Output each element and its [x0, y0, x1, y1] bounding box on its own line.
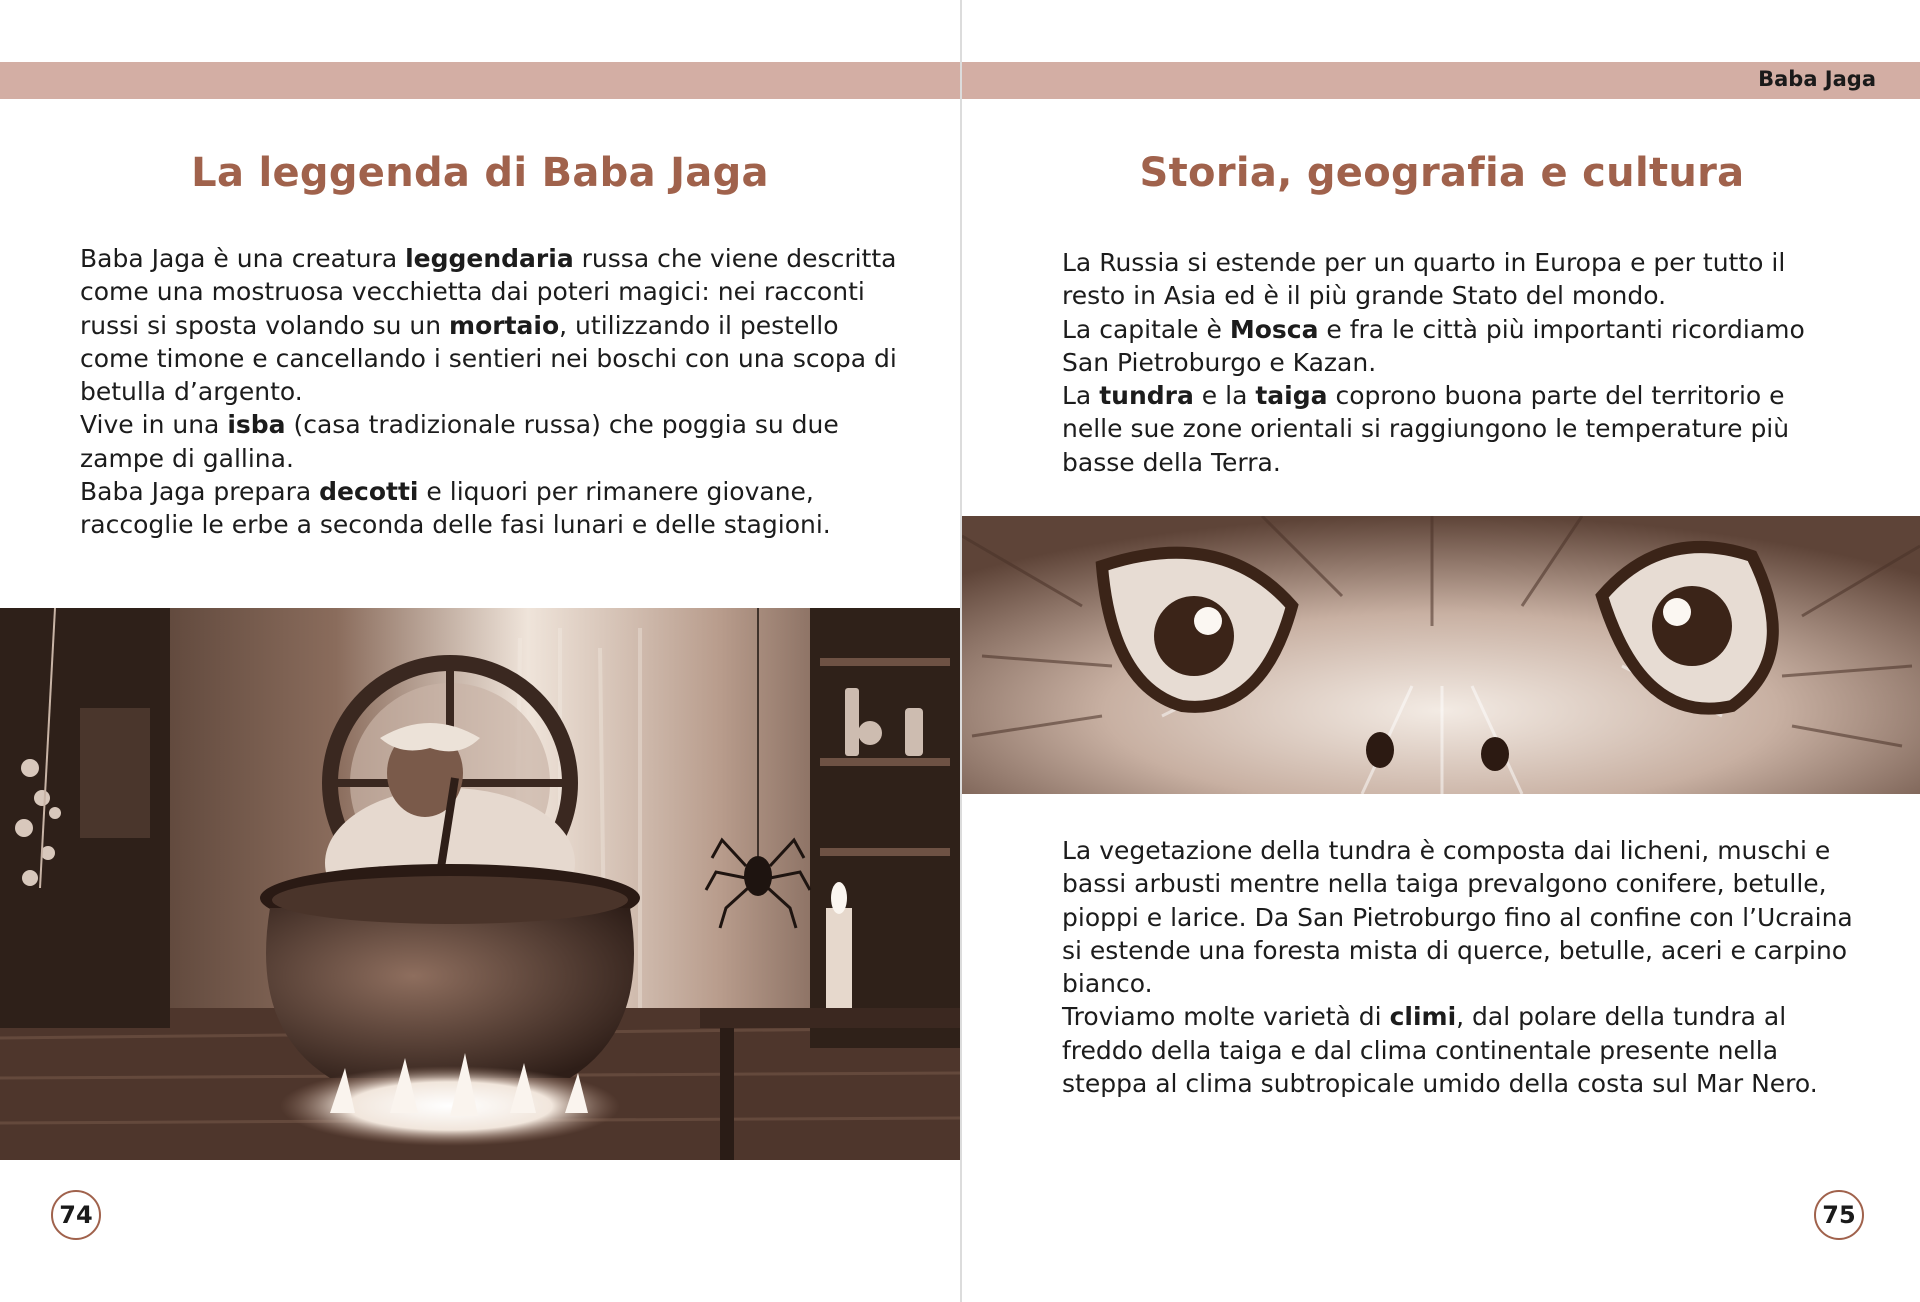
- text-run: e liquori per rimanere giovane, raccoglie le erbe a seconda delle fasi lunari e delle stagioni.: [80, 477, 831, 540]
- bold-term: leggendaria: [405, 244, 574, 273]
- text-run: La capitale è: [1062, 314, 1230, 344]
- text-run: La: [1062, 381, 1100, 411]
- bold-term: mortaio: [449, 310, 560, 340]
- text-run: Vive in una: [80, 410, 228, 440]
- right-page: [962, 0, 1920, 1302]
- header-band: [962, 62, 1920, 99]
- text-run: (casa tradizionale russa) che poggia su due zampe di gallina.: [80, 410, 839, 473]
- paragraph: [1062, 246, 1852, 313]
- text-run: , dal polare della tundra al freddo della taiga e dal clima continentale presente nella steppa al clima subtropicale umido della costa sul Mar Nero.: [1062, 1002, 1818, 1099]
- paragraph: [1062, 313, 1852, 380]
- body-text: [80, 242, 900, 542]
- bold-term: decotti: [319, 477, 419, 507]
- body-text-top: [1062, 246, 1852, 479]
- bold-term: tundra: [1099, 381, 1194, 411]
- text-run: , utilizzando il pestello come timone e cancellando i sentieri nei boschi con una scopa di betulla d’argento.: [80, 310, 897, 407]
- page-number: 75: [1814, 1190, 1864, 1240]
- paragraph: [80, 242, 900, 408]
- text-run: Baba Jaga prepara: [80, 477, 320, 507]
- paragraph: [1062, 379, 1852, 479]
- text-run: e fra le città più importanti ricordiamo San Pietroburgo e Kazan.: [1062, 314, 1805, 377]
- text-run: La Russia si estende per un quarto in Europa e per tutto il resto in Asia ed è il più grande Stato del mondo.: [1062, 248, 1786, 311]
- bold-term: isba: [227, 410, 286, 440]
- text-run: Baba Jaga è una creatura: [80, 244, 406, 273]
- text-run: coprono buona parte del territorio e nelle sue zone orientali si raggiungono le temperature più basse della Terra.: [1062, 381, 1790, 477]
- page-title: Storia, geografia e cultura: [1139, 150, 1745, 196]
- page-title: La leggenda di Baba Jaga: [191, 150, 769, 196]
- running-header: Baba Jaga: [1758, 67, 1876, 91]
- paragraph: [1062, 1000, 1862, 1100]
- bold-term: climi: [1389, 1002, 1457, 1032]
- text-run: Troviamo molte varietà di: [1062, 1002, 1390, 1032]
- page-number: 74: [51, 1190, 101, 1240]
- paragraph: [1062, 834, 1862, 1000]
- text-run: e la: [1193, 381, 1256, 411]
- cat-eyes-illustration: [962, 516, 1920, 794]
- body-text-bottom: [1062, 834, 1862, 1100]
- bold-term: taiga: [1255, 381, 1328, 411]
- text-run: La vegetazione della tundra è composta dai licheni, muschi e bassi arbusti mentre nella taiga prevalgono conifere, betulle, pioppi e larice. Da San Pietroburgo fino al confine con l’Ucraina si estende una foresta mista di querce, betulle, aceri e carpino bianco.: [1062, 836, 1853, 999]
- text-run: russa che viene descritta come una mostruosa vecchietta dai poteri magici: nei racconti russi si sposta volando su un: [80, 244, 897, 340]
- bold-term: Mosca: [1229, 314, 1319, 344]
- baba-jaga-illustration: [0, 608, 960, 1160]
- paragraph: [80, 475, 900, 542]
- paragraph: [80, 408, 900, 475]
- header-band: [0, 62, 960, 99]
